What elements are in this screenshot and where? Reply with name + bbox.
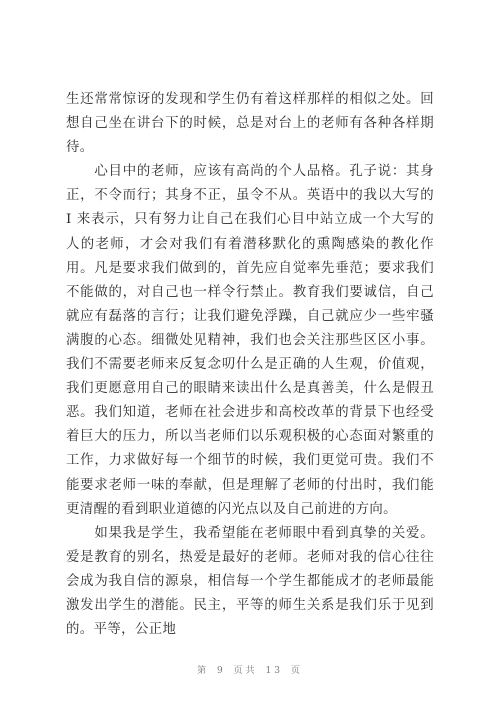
- total-pages-number: 13: [265, 666, 283, 676]
- paragraph-3-text: 如果我是学生，我希望能在老师眼中看到真挚的关爱。爱是教育的别名，热爱是最好的老师。老师对我的信心往往会成为我自信的源泉，相信每一个学生都能成才的老师最能激发出学生的潜能。民主，平等的师生关系是我们乐于见到的。平等，公正地: [66, 525, 434, 638]
- page-footer: [0, 663, 500, 676]
- page-label-prefix: 第: [197, 666, 210, 676]
- paragraph-1-text: 生还常常惊讶的发现和学生仍有着这样那样的相似之处。回想自己坐在讲台下的时候，总是对台上的老师有各种各样期待。: [66, 92, 434, 156]
- paragraph-3: [66, 522, 434, 642]
- page-label-middle: 页共: [233, 666, 258, 676]
- document-body: [66, 88, 434, 642]
- page-label-suffix: 页: [290, 666, 303, 676]
- paragraph-1: [66, 88, 434, 160]
- paragraph-2: [66, 160, 434, 521]
- paragraph-2-text: 心目中的老师，应该有高尚的个人品格。孔子说：其身正，不令而行；其身不正，虽令不从。英语中的我以大写的 I 来表示，只有努力让自己在我们心目中站立成一个大写的人的老师，才会对我们有着潜移默化的熏陶感染的教化作用。凡是要求我们做到的，首先应自觉率先垂范；要求我们不能做的，对自己也一样令行禁止。教育我们要诚信，自己就应有磊落的言行；让我们避免浮躁，自己就应少一些牢骚满腹的心态。细微处见精神，我们也会关注那些区区小事。我们不需要老师来反复念叨什么是正确的人生观，价值观，我们更愿意用自己的眼睛来读出什么是真善美，什么是假丑恶。我们知道，老师在社会进步和高校改革的背景下也经受着巨大的压力，所以当老师们以乐观积极的心态面对繁重的工作，力求做好每一个细节的时候，我们更觉可贵。我们不能要求老师一味的奉献，但是理解了老师的付出时，我们能更清醒的看到职业道德的闪光点以及自己前进的方向。: [66, 164, 434, 517]
- current-page-number: 9: [217, 666, 226, 676]
